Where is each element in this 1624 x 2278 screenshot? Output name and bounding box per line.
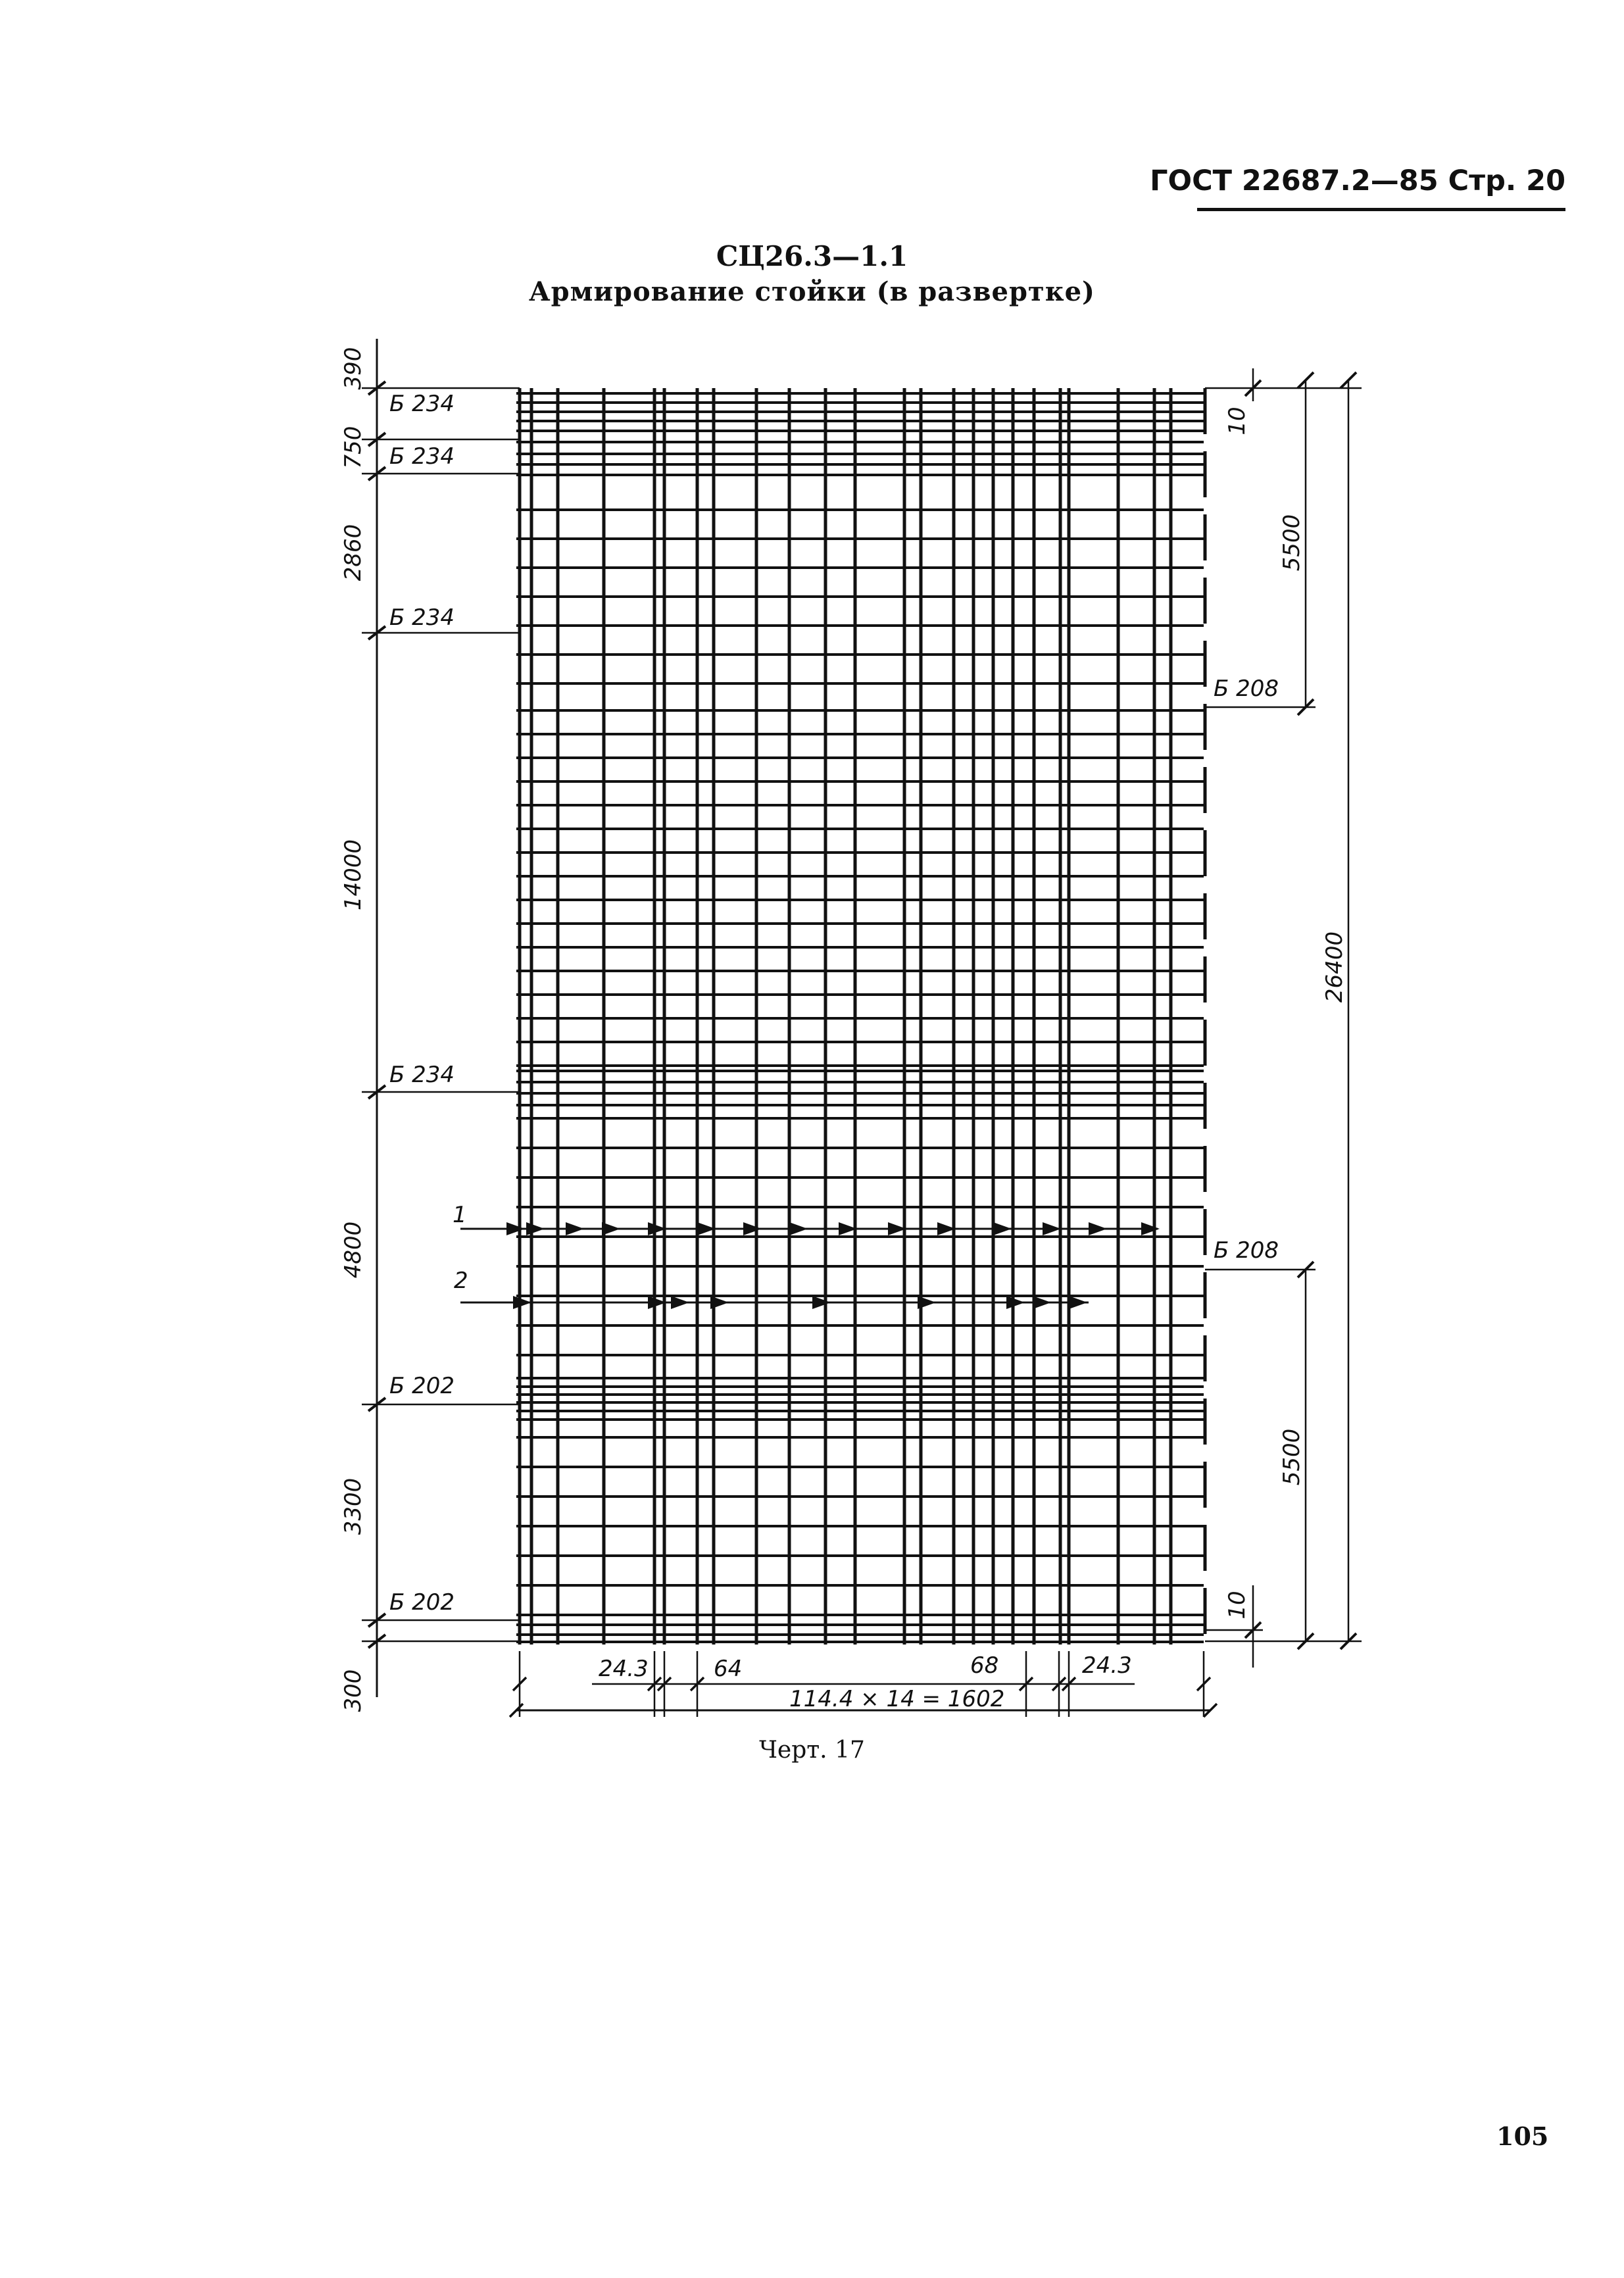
reinforcement-grid <box>460 388 1205 1645</box>
drawing-title: Армирование стойки (в развертке) <box>529 276 1095 307</box>
arrow-head <box>506 1222 525 1235</box>
arrow-head <box>710 1296 729 1309</box>
arrow-head <box>602 1222 620 1235</box>
arrow-head <box>789 1222 808 1235</box>
right-dim-bottom-5500: 5500 <box>1279 1428 1305 1486</box>
arrow-head <box>671 1296 689 1309</box>
arrow-head <box>1006 1296 1025 1309</box>
left-mark-b234-2: Б 234 <box>389 443 455 470</box>
bottom-dim-left-gap: 64 <box>714 1656 743 1682</box>
left-mark-b202-1: Б 202 <box>389 1373 455 1399</box>
drawing-code: СЦ26.3—1.1 <box>716 240 908 272</box>
left-dim-3300: 3300 <box>340 1477 366 1535</box>
left-dim-4800: 4800 <box>340 1221 366 1279</box>
left-mark-b202-2: Б 202 <box>389 1589 455 1616</box>
left-mark-b234-3: Б 234 <box>389 605 455 631</box>
arrow-head <box>1043 1222 1061 1235</box>
page-number: 105 <box>1496 2121 1549 2151</box>
left-dim-300: 300 <box>340 1669 366 1712</box>
right-mark-b208-top: Б 208 <box>1214 676 1279 702</box>
arrow-head <box>1141 1222 1160 1235</box>
callout-2: 2 <box>454 1268 468 1294</box>
left-mark-b234-1: Б 234 <box>389 391 455 417</box>
left-dim-14000: 14000 <box>340 839 366 911</box>
callout-1: 1 <box>453 1202 467 1228</box>
arrow-head <box>1033 1296 1051 1309</box>
left-dim-390: 390 <box>340 347 366 390</box>
arrow-head <box>1069 1296 1087 1309</box>
arrow-head <box>513 1296 531 1309</box>
arrow-head <box>526 1222 545 1235</box>
left-mark-b234-4: Б 234 <box>389 1062 455 1088</box>
arrow-head <box>743 1222 762 1235</box>
arrow-head <box>812 1296 831 1309</box>
figure-caption: Черт. 17 <box>759 1737 865 1764</box>
arrow-head <box>566 1222 584 1235</box>
arrow-head <box>918 1296 936 1309</box>
left-dim-2860: 2860 <box>340 524 366 582</box>
standard-reference: ГОСТ 22687.2—85 Стр. 20 <box>1150 164 1565 197</box>
left-dim-750: 750 <box>340 426 366 469</box>
arrow-head <box>993 1222 1012 1235</box>
arrow-head <box>1089 1222 1107 1235</box>
right-dim-top-10: 10 <box>1224 407 1250 435</box>
dimension-lines <box>362 339 1362 1717</box>
right-dim-total-26400: 26400 <box>1321 931 1348 1003</box>
bottom-dim-left-offset: 24.3 <box>599 1656 649 1682</box>
bottom-dim-right-gap: 68 <box>970 1652 999 1679</box>
right-mark-b208-bottom: Б 208 <box>1214 1237 1279 1264</box>
bottom-dim-right-offset: 24.3 <box>1082 1652 1132 1679</box>
right-dim-top-5500: 5500 <box>1279 514 1305 572</box>
right-dim-bottom-10: 10 <box>1224 1591 1250 1620</box>
bottom-dim-total: 114.4 × 14 = 1602 <box>789 1686 1005 1712</box>
